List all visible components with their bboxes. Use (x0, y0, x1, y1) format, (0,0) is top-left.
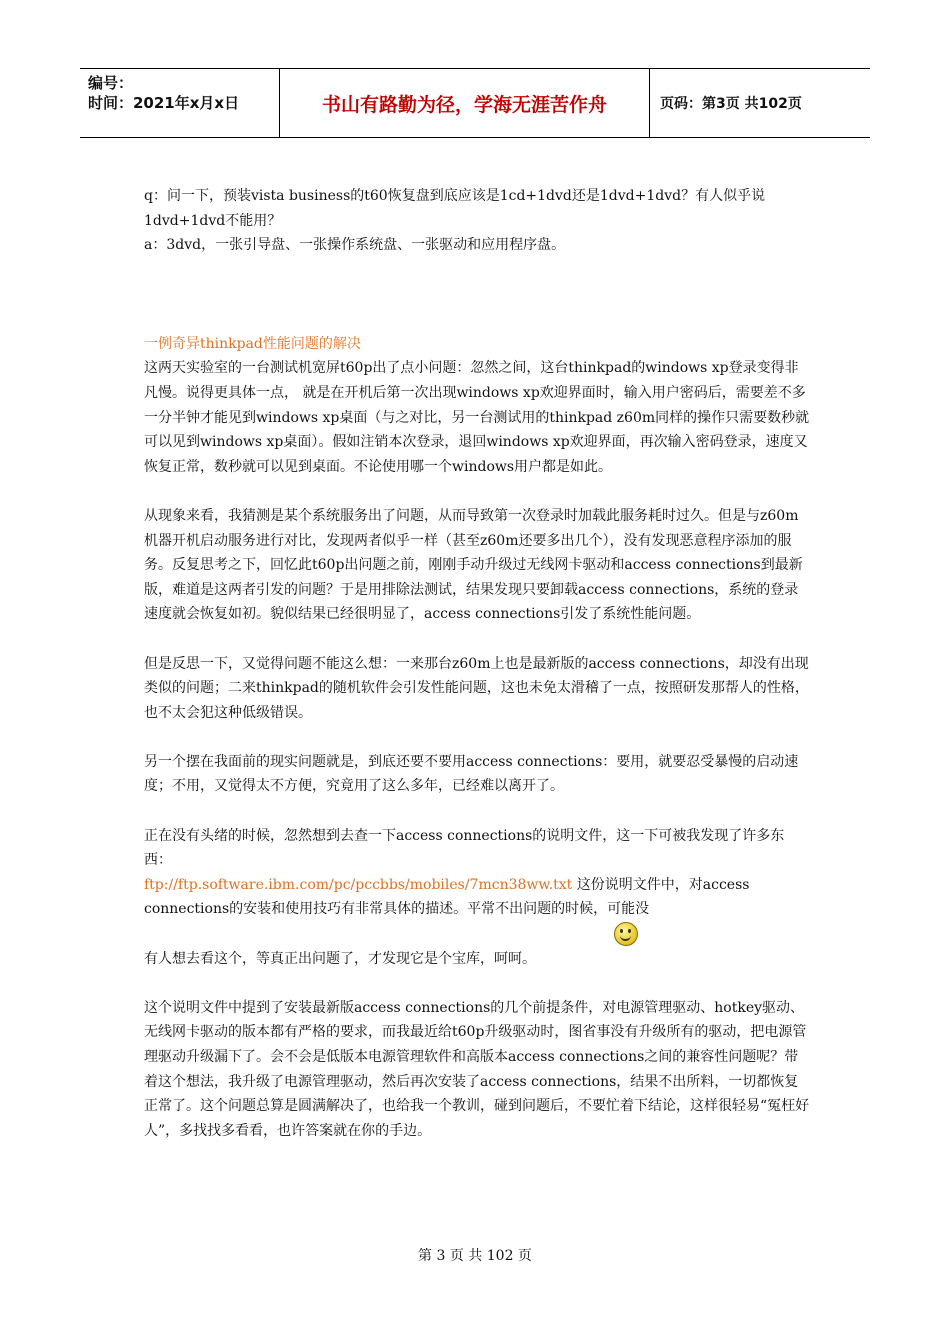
header-number-label: 编号： (88, 74, 134, 92)
header-page-info: 页码：第3页 共102页 (660, 96, 802, 112)
smiley-icon (614, 922, 638, 946)
header-time-label: 时间：2021年x月x日 (88, 94, 240, 112)
article-paragraph-4: 另一个摆在我面前的现实问题就是，到底还要不要用access connections：要用，就要忍受暴慢的启动速度；不用，又觉得太不方便，究竟用了这么多年，已经难以离开了。 (144, 753, 799, 795)
qa-question: q：问一下，预装vista business的t60恢复盘到底应该是1cd+1dvd还是1dvd+1dvd？有人似乎说1dvd+1dvd不能用？ (144, 188, 766, 229)
article-paragraph-2: 从现象来看，我猜测是某个系统服务出了问题，从而导致第一次登录时加载此服务耗时过久。但是与z60m机器开机启动服务进行对比，发现两者似乎一样（甚至z60m还要多出几个），没有发现恶意程序添加的服务。反复思考之下，回忆此t60p出问题之前，刚刚手动升级过无线网卡驱动和access connections到最新版，难道是这两者引发的问题？于是用排除法测试，结果发现只要卸载access connections，系统的登录速度就会恢复如初。貌似结果已经很明显了，access connections引发了系统性能问题。 (144, 507, 803, 623)
article-paragraph-5-body: 这份说明文件中，对access connections的安装和使用技巧有非常具体的描述。平常不出问题的时候，可能没 (144, 876, 750, 918)
article-paragraph-1: 这两天实验室的一台测试机宽屏t60p出了点小问题：忽然之间，这台thinkpad的windows xp登录变得非凡慢。说得更具体一点， 就是在开机后第一次出现windows xp欢迎界面时，输入用户密码后，需要差不多一分半钟才能见到windows xp桌面（与之对比，另一台测试用的thinkpad z60m同样的操作只需要数秒就可以见到windows xp桌面）。假如注销本次登录，退回windows xp欢迎界面，再次输入密码登录，速度又恢复正常，数秒就可以见到桌面。不论使用哪一个windows用户都是如此。 (144, 360, 810, 475)
smiley-row (144, 922, 812, 947)
readme-link[interactable]: ftp://ftp.software.ibm.com/pc/pccbbs/mobiles/7mcn38ww.txt (144, 876, 573, 893)
document-body (144, 184, 812, 1143)
article-paragraph-5 (144, 824, 812, 922)
qa-answer: a：3dvd，一张引导盘、一张操作系统盘、一张驱动和应用程序盘。 (144, 237, 566, 254)
article-title: 一例奇异thinkpad性能问题的解决 (144, 335, 361, 352)
article-paragraph-6: 这个说明文件中提到了安装最新版access connections的几个前提条件，对电源管理驱动、hotkey驱动、无线网卡驱动的版本都有严格的要求，而我最近给t60p升级驱动时，图省事没有升级所有的驱动，把电源管理驱动升级漏下了。会不会是低版本电源管理软件和高版本access connections之间的兼容性问题呢？带着这个想法，我升级了电源管理驱动，然后再次安装了access connections，结果不出所料，一切都恢复正常了。这个问题总算是圆满解决了，也给我一个教训，碰到问题后，不要忙着下结论，这样很轻易“冤枉好人”，多找找多看看，也许答案就在你的手边。 (144, 999, 810, 1139)
document-header (80, 68, 870, 138)
header-meta (80, 69, 280, 137)
article-paragraph-5-end: 有人想去看这个，等真正出问题了，才发现它是个宝库，呵呵。 (144, 950, 536, 967)
article-paragraph-3: 但是反思一下，又觉得问题不能这么想：一来那台z60m上也是最新版的access connections，却没有出现类似的问题；二来thinkpad的随机软件会引发性能问题，这也未免太滑稽了一点，按照研发那帮人的性格，也不太会犯这种低级错误。 (144, 655, 809, 721)
page-footer: 第 3 页 共 102 页 (418, 1248, 532, 1264)
header-motto: 书山有路勤为径，学海无涯苦作舟 (280, 69, 650, 137)
article-paragraph-5-intro: 正在没有头绪的时候，忽然想到去查一下access connections的说明文件，这一下可被我发现了许多东西： (144, 827, 785, 869)
